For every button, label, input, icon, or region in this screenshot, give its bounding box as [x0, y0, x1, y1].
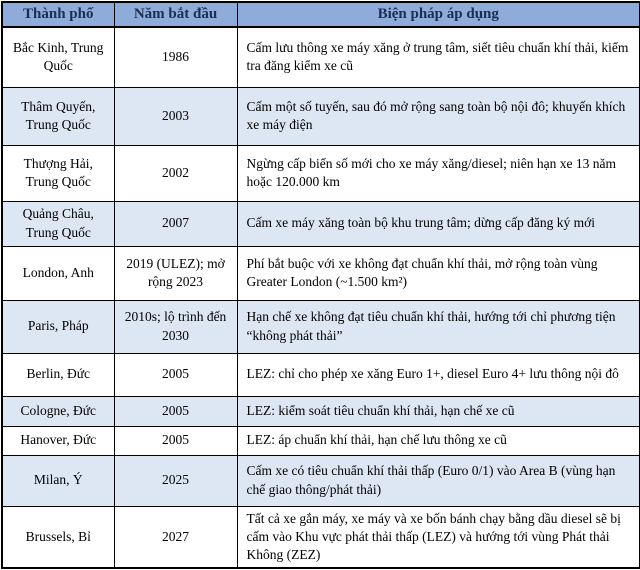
header-measures: Biện pháp áp dụng: [237, 2, 640, 27]
start-year-cell: 2005: [114, 396, 237, 426]
measure-cell: Phí bắt buộc với xe không đạt chuẩn khí thải, mở rộng toàn vùng Greater London (~1.500 km²): [237, 246, 640, 300]
table-header: [2, 2, 640, 27]
city-cell: Quảng Châu, Trung Quốc: [2, 201, 114, 246]
table-row: [2, 426, 640, 455]
table-row: [2, 201, 640, 246]
start-year-cell: 2002: [114, 145, 237, 201]
measure-cell: Cấm lưu thông xe máy xăng ở trung tâm, siết tiêu chuẩn khí thải, kiểm tra đăng kiểm xe cũ: [237, 27, 640, 87]
measure-cell: Cấm một số tuyến, sau đó mở rộng sang toàn bộ nội đô; khuyến khích xe máy điện: [237, 87, 640, 145]
table-row: [2, 145, 640, 201]
header-city: Thành phố: [2, 2, 114, 27]
table-row: [2, 246, 640, 300]
city-policy-table: [1, 1, 640, 569]
start-year-cell: 2005: [114, 426, 237, 455]
measure-cell: Ngừng cấp biển số mới cho xe máy xăng/diesel; niên hạn xe 13 năm hoặc 120.000 km: [237, 145, 640, 201]
city-cell: Thâm Quyến, Trung Quốc: [2, 87, 114, 145]
table-row: [2, 353, 640, 396]
table-row: [2, 87, 640, 145]
start-year-cell: 2025: [114, 455, 237, 506]
table-body: [2, 27, 640, 568]
start-year-cell: 2005: [114, 353, 237, 396]
start-year-cell: 2027: [114, 506, 237, 568]
table-row: [2, 396, 640, 426]
city-cell: Hanover, Đức: [2, 426, 114, 455]
header-start-year: Năm bắt đầu: [114, 2, 237, 27]
table-row: [2, 300, 640, 353]
start-year-cell: 2007: [114, 201, 237, 246]
measure-cell: LEZ: chỉ cho phép xe xăng Euro 1+, diesel Euro 4+ lưu thông nội đô: [237, 353, 640, 396]
city-cell: Paris, Pháp: [2, 300, 114, 353]
measure-cell: Tất cả xe gắn máy, xe máy và xe bốn bánh chạy bằng dầu diesel sẽ bị cấm vào Khu vực phát thải thấp (LEZ) và hướng tới vùng Phát thải Không (ZEZ): [237, 506, 640, 568]
table-row: [2, 27, 640, 87]
measure-cell: Cấm xe máy xăng toàn bộ khu trung tâm; dừng cấp đăng ký mới: [237, 201, 640, 246]
start-year-cell: 2019 (ULEZ); mở rộng 2023: [114, 246, 237, 300]
city-cell: Berlin, Đức: [2, 353, 114, 396]
measure-cell: LEZ: kiểm soát tiêu chuẩn khí thải, hạn chế xe cũ: [237, 396, 640, 426]
start-year-cell: 1986: [114, 27, 237, 87]
start-year-cell: 2010s; lộ trình đến 2030: [114, 300, 237, 353]
city-cell: Thượng Hải, Trung Quốc: [2, 145, 114, 201]
measure-cell: Cấm xe có tiêu chuẩn khí thải thấp (Euro 0/1) vào Area B (vùng hạn chế giao thông/phát thải): [237, 455, 640, 506]
city-cell: Milan, Ý: [2, 455, 114, 506]
city-cell: Cologne, Đức: [2, 396, 114, 426]
city-cell: Bắc Kinh, Trung Quốc: [2, 27, 114, 87]
table-row: [2, 506, 640, 568]
start-year-cell: 2003: [114, 87, 237, 145]
city-cell: Brussels, Bỉ: [2, 506, 114, 568]
city-cell: London, Anh: [2, 246, 114, 300]
header-row: [2, 2, 640, 27]
measure-cell: Hạn chế xe không đạt tiêu chuẩn khí thải, hướng tới chỉ phương tiện “không phát thải”: [237, 300, 640, 353]
measure-cell: LEZ: áp chuẩn khí thải, hạn chế lưu thông xe cũ: [237, 426, 640, 455]
table-row: [2, 455, 640, 506]
